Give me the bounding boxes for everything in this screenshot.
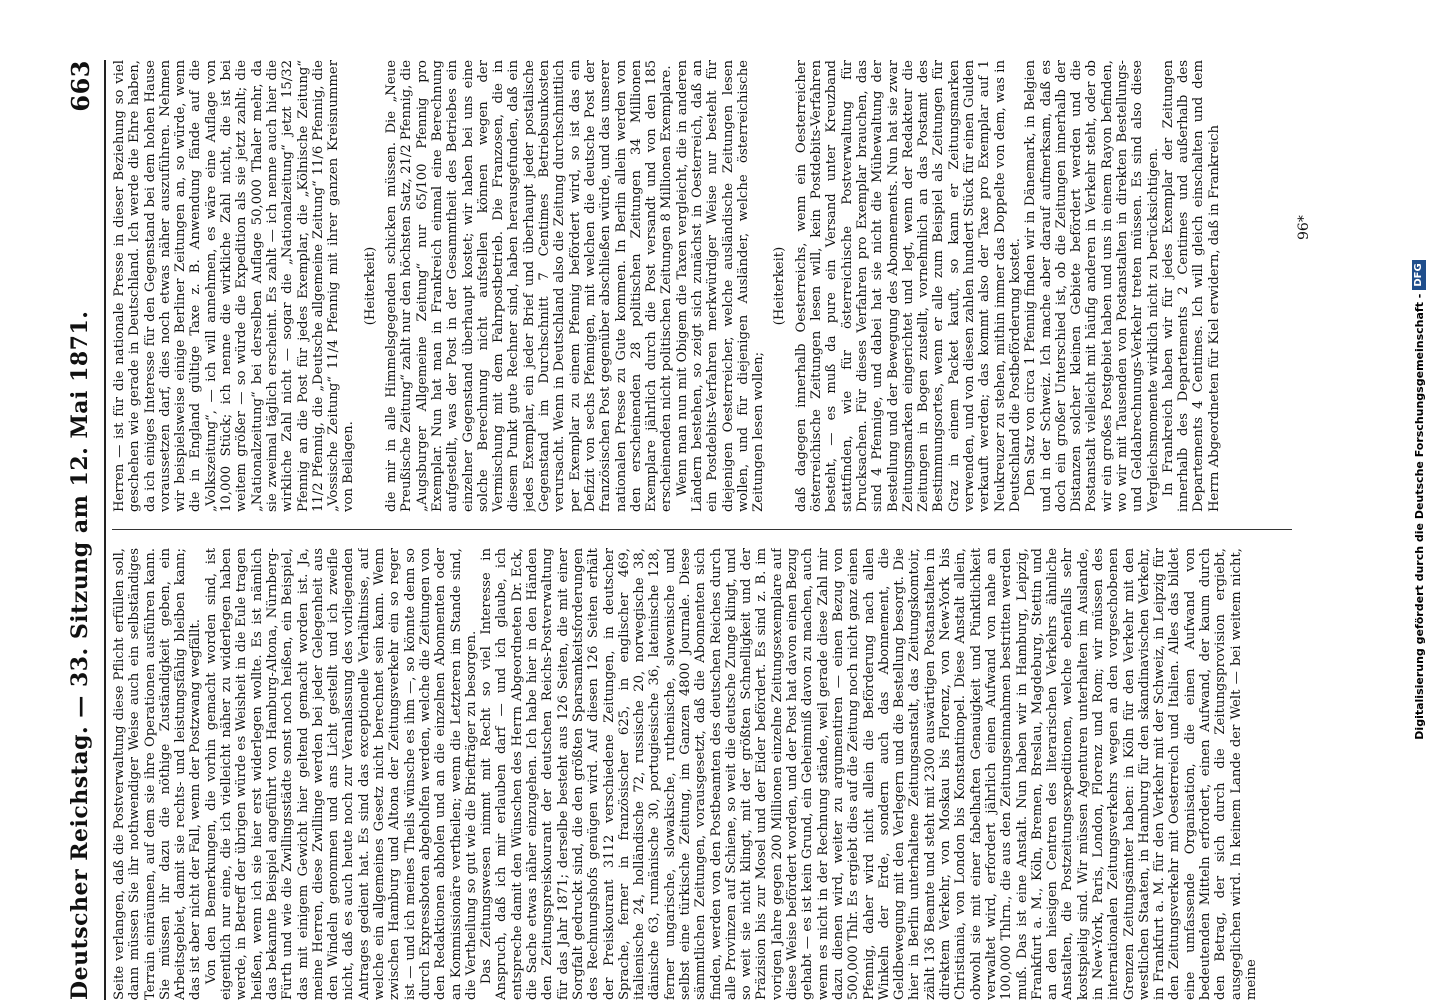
paragraph: Das Zeitungswesen nimmt mit Recht so viel Interesse in Anspruch, daß ich mir erlauben darf — und ich glaube, ich entspreche damit den Wünschen des Herrn Abgeordneten Dr. Eck, die Sache etwas näher einzugehen. Ich habe hier in den Händen den Zeitungspreiskourant der deutschen Reichs-Postverwaltung für das Jahr 1871; derselbe besteht aus 126 Seiten, die mit einer Sorgfalt gedruckt sind, die den größten Sparsamkeitsforderungen des Rechnungshofs genügen wird. Auf diesen 126 Seiten erhält der Preiskourant 3112 verschiedene Zeitungen, in deutscher Sprache, ferner in französischer 625, in englischer 469, italienische 24, holländische 72, russische 20, norwegische 38, dänische 63, rumänische 30, portugiesische 36, lateinische 128, ferner ungarische, slowakische, ruthenische, slowenische und selbst eine türkische Zeitung, im Ganzen 4800 Journale. Diese sämmtlichen Zeitungen, vorausgesetzt, daß die Abonnenten sich finden, werden von den Postbeamten des deutschen Reiches durch alle Provinzen auf Schiene, so weit die deutsche Zunge klingt, und so weit sie nicht klingt, mit der größten Schnelligkeit und der Präzision bis zur Mosel und der Eider befördert. Es sind z. B. im vorigen Jahre gegen 200 Millionen einzelne Zeitungsexemplare auf diese Weise befördert worden, und der Post hat davon einen Bezug gehabt — es ist kein Grund, ein Geheimniß davon zu machen, auch wenn es nicht in der Rechnung stände, weil gerade diese Zahl mir dazu dienen wird, weiter zu argumentiren — einen Bezug von 500,000 Thlr. Es ergiebt dies auf die Zeitung noch nicht ganz einen Pfennig, daher wird nicht allein die Beförderung nach allen Winkeln der Erde, sondern auch das Abonnement, die Geldbewegung mit den Verlegern und die Bestellung besorgt. Die hier in Berlin unterhaltene Zeitungsanstalt, das Zeitungskomtoir, zählt 136 Beamte und steht mit 2300 auswärtigen Postanstalten in direktem Verkehr, von Moskau bis Florenz, von New-York bis Christiania, von London bis Konstantinopel. Diese Anstalt allein, obwohl sie mit einer fabelhaften Genauigkeit und Pünktlichkeit verwaltet wird, erfordert jährlich einen Aufwand von nahe an 100,000 Thlrn., die aus den Zeitungseinnahmen bestritten werden muß. Das ist eine Anstalt. Nun haben wir in Hamburg, Leipzig, Frankfurt a. M., Köln, Bremen, Breslau, Magdeburg, Stettin und an den hiesigen Centren des literarischen Verkehrs ähnliche Anstalten, die Postzeitungsexpeditionen, welche ebenfalls sehr kostspielig sind. Wir müssen Agenturen unterhalten im Auslande, in New-York, Paris, London, Florenz und Rom; wir müssen des internationalen Zeitungsverkehrs wegen an den vorgeschobenen Grenzen Zeitungsämter haben: in Köln für den Verkehr mit den westlichen Staaten, in Hamburg für den skandinavischen Verkehr, in Frankfurt a. M. für den Verkehr mit der Schweiz, in Leipzig für den Zeitungsverkehr mit Oesterreich und Italien. Alles das bildet eine umfassende Organisation, die einen Aufwand von bedeutenden Mitteln erfordert, einen Aufwand, der kaum durch den Betrag, der sich durch die Zeitungsprovision ergiebt, ausgeglichen wird. In keinem Lande der Welt — bei weitem nicht, meine [479, 548, 1259, 1000]
paragraph: Seite verlangen, daß die Postverwaltung diese Pflicht erfüllen soll, dann müssen Sie ihr nothwendiger Weise auch ein selbständiges Terrain einräumen, auf dem sie ihre Operationen ausführen kann. Sie müssen ihr dazu die nöthige Zuständigkeit geben, ein Arbeitsgebiet, damit sie rechts- und leistungsfähig bleiben kann; das ist aber nicht der Fall, wenn der Postzwang wegfällt. [112, 548, 204, 1000]
paragraph: die mir in alle Himmelsgegenden schicken müssen. Die „Neue Preußische Zeitung“ zahlt nur den höchsten Satz, 21/2 Pfennig, die „Augsburger Allgemeine Zeitung“ nur 65/100 Pfennig pro Exemplar. Nun hat man in Frankreich einmal eine Berechnung aufgestellt, was der Post in der Gesammtheit des Betriebes ein einzelner Gegenstand überhaupt kostet; wir haben bei uns eine solche Berechnung nicht aufstellen können wegen der Vermischung mit dem Fahrpostbetrieb. Die Franzosen, die in diesem Punkt gute Rechner sind, haben herausgefunden, daß ein jedes Exemplar, ein jeder Brief und überhaupt jeder postalische Gegenstand im Durchschnitt 7 Centimes Betriebsunkosten verursacht. Wenn in Deutschland also die Zeitung durchschnittlich per Exemplar zu einem Pfennig befördert wird, so ist das ein Defizit von sechs Pfennigen, mit welchen die deutsche Post der französischen Post gegenüber abschließen würde, und das unserer nationalen Presse zu Gute kommen. In Berlin allein werden von den erscheinenden 28 politischen Zeitungen 34 Millionen Exemplare jährlich durch die Post versandt und von den 185 erscheinenden nicht politischen Zeitungen 8 Millionen Exemplare. [384, 60, 675, 512]
stage-direction: (Heiterkeit) [772, 246, 788, 326]
dfg-logo: DFG [1412, 260, 1426, 289]
header-rule [104, 60, 106, 1000]
paragraph: daß dagegen innerhalb Oesterreichs, wenn ein Oesterreicher österreichische Zeitungen lesen will, kein Postdebits-Verfahren besteht, — es muß da pure ein Versand unter Kreuzband stattfinden, wie für österreichische Postverwaltung für Drucksachen. Für dieses Verfahren pro Exemplar brauchen, das sind 4 Pfennige, und dabei hat sie nicht die Mühewaltung der Bestellung und der Bewegung des Abonnements. Nun hat sie zwar Zeitungsmarken eingerichtet und legt, wenn der Redakteur die Zeitungen in Bogen zustellt, vornehmlich an das Postamt des Bestimmungsortes, wenn er alle zum Beispiel als Zeitungen für Graz in einem Packet kauft, so kann er Zeitungsmarken verwenden, und von diesen zahlen hundert Stück für einen Gulden verkauft werden; das kommt also der Taxe pro Exemplar auf 1 Neukreuzer zu stehen, mithin immer das Doppelte von dem, was in Deutschland die Postbeförderung kostet. [793, 60, 1023, 512]
paragraph: In Frankreich haben wir für jedes Exemplar der Zeitungen innerhalb des Departements 2 Centimes und außerhalb des Departements 4 Centimes. Ich will gleich einschalten und dem Herrn Abgeordneten für Kiel erwidern, daß in Frankreich [1160, 60, 1222, 512]
stage-direction: (Heiterkeit) [362, 246, 378, 326]
paragraph: Den Satz von circa 1 Pfennig finden wir in Dänemark, in Belgien und in der Schweiz. Ich mache aber darauf aufmerksam, daß es doch ein großer Unterschied ist, ob die Zeitungen innerhalb der Distanzen solcher kleinen Gebiete befördert werden und die Postanstalt vielleicht mit häufig anderen in Verkehr steht, oder ob wir ein großes Postgebiet haben und uns in einem Rayon befinden, wo wir mit Tausenden von Postanstalten in direkten Bestellungs- und Geldabrechnungs-Verkehr treten müssen. Es sind also diese Vergleichsmomente wirklich nicht zu berücksichtigen. [1023, 60, 1161, 512]
page-number: 663 [65, 60, 95, 112]
left-column [112, 548, 1292, 1000]
text-columns [112, 60, 1292, 1000]
signature-mark: 96* [1296, 215, 1312, 240]
rotated-document [60, 50, 1360, 1000]
paragraph: Herren — ist für die nationale Presse in dieser Beziehung so viel geschehen wie gerade in Deutschland. Ich werde die Ehre haben, da ich einiges Interesse für den Gegenstand bei dem hohen Hause voraussetzen darf, dies noch etwas näher auszuführen. Nehmen wir beispielsweise einige Berliner Zeitungen an, so würde, wenn die in England gültige Taxe z. B. Anwendung fände auf die „Volkszeitung“, — ich will annehmen, es wäre eine Auflage von 10,000 Stück; ich nenne die wirkliche Zahl nicht, die ist bei weitem größer — so würde die Expedition als sie jetzt zahlt; die „Nationalzeitung“ bei derselben Auflage 50,000 Thaler mehr, da sie zweimal täglich erscheint. Es zahlt — ich nenne auch hier die wirkliche Zahl nicht — sogar die „Nationalzeitung“ jetzt 15/32 Pfennig an die Post für jedes Exemplar, die „Kölnische Zeitung“ 11/2 Pfennig, die „Deutsche allgemeine Zeitung“ 11/6 Pfennig, die „Vossische Zeitung“ 11/4 Pfennig mit ihrer ganzen Kreisnummer von Beilagen. [112, 60, 357, 512]
column-divider [112, 530, 1292, 531]
right-column [112, 60, 1292, 512]
paragraph: Von den Bemerkungen, die vorhin gemacht worden sind, ist eigentlich nur eine, die ich vielleicht näher zu widerlegen haben werde, in Betreff der übrigen würde es Weisheit in die Eule tragen heißen, wenn ich sie hier erst widerlegen wollte. Es ist nämlich das bekannte Beispiel angeführt von Hamburg-Altona, Nürnberg-Fürth und wie die Zwillingsstädte sonst noch heißen, ein Beispiel, das mit einigem Gewicht hier geltend gemacht worden ist. Ja, meine Herren, diese Zwillinge werden bei jeder Gelegenheit aus den Windeln genommen und ans Licht gestellt und ich zweifle nicht, daß es auch heute noch zur Veranlassung des vorliegenden Antrages gedient hat. Es sind das exceptionelle Verhältnisse, auf welche ein allgemeines Gesetz nicht berechnet sein kann. Wenn zwischen Hamburg und Altona der Zeitungsverkehr ein so reger ist — und ich meines Theils wünsche es ihm —, so könnte denn so durch Expressboten abgeholfen werden, welche die Zeitungen von den Redaktionen abholen und an die einzelnen Abonnenten oder an Kommissionäre vertheilen; wenn die Letzteren im Stande sind, die Vertheilung so gut wie die Briefträger zu besorgen. [203, 548, 479, 1000]
running-head-title: Deutscher Reichstag. — 33. Sitzung am 12. Mai 1871. [67, 310, 93, 1000]
credit-text: Digitalisierung gefördert durch die Deutsche Forschungsgemeinschaft - [1412, 293, 1426, 740]
paragraph: Wenn man nun mit Obigem die Taxen vergleicht, die in anderen Ländern bestehen, so zeigt sich zunächst in Oesterreich, daß an ein Postdebits-Verfahren merkwürdiger Weise nur besteht für diejenigen Oesterreicher, welche ausländische Zeitungen lesen wollen, und für diejenigen Ausländer, welche österreichische Zeitungen lesen wollen; [674, 60, 767, 512]
digitization-credit [1408, 0, 1430, 1000]
running-head [60, 60, 100, 1000]
